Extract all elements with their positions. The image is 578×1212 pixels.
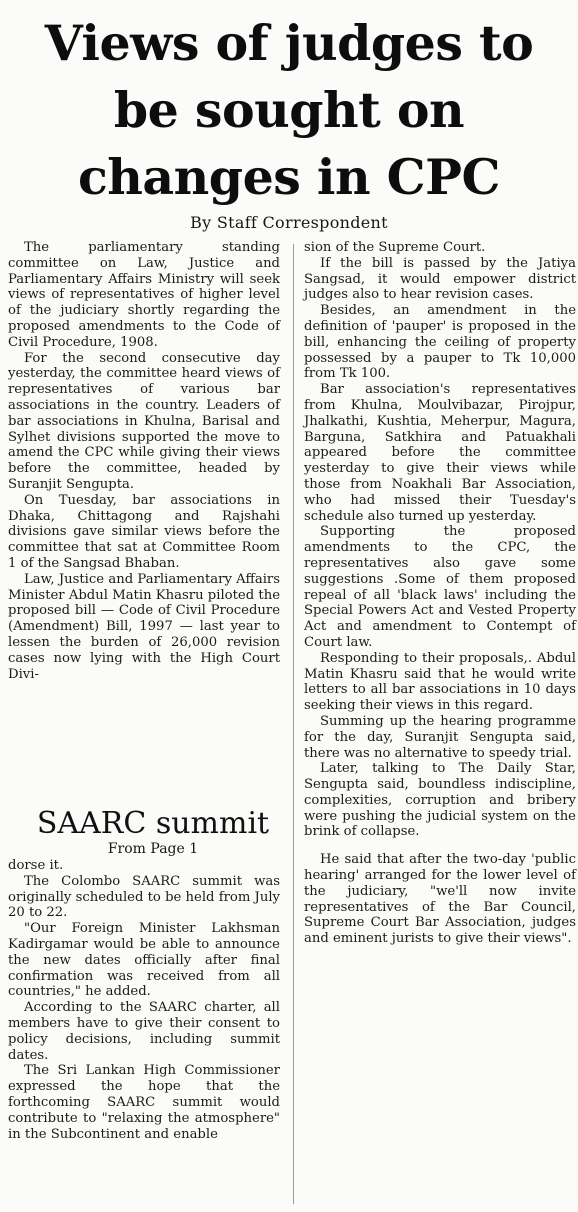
saarc-headline: SAARC summit bbox=[36, 806, 270, 841]
paragraph: Besides, an amendment in the definition of 'pauper' is proposed in the bill, enhancing the ceiling of property possessed by a pauper to Tk 10,000 from Tk 100. bbox=[304, 303, 576, 382]
paragraph: He said that after the two-day 'public hearing' arranged for the lower level of the judiciary, "we'll now invite representatives of the Bar Council, Supreme Court Bar Association, judges and eminent jurists to give their views". bbox=[304, 852, 576, 947]
saarc-column bbox=[8, 858, 280, 1142]
paragraph: "Our Foreign Minister Lakhsman Kadirgamar would be able to announce the new dates officially after final confirmation was received from all countries," he added. bbox=[8, 921, 280, 1000]
from-page-label: From Page 1 bbox=[107, 841, 199, 857]
left-column bbox=[8, 240, 280, 682]
paragraph: dorse it. bbox=[8, 858, 64, 873]
paragraph: The parliamentary standing committee on Law, Justice and Parliamentary Affairs Ministry will seek views of representatives of higher level of the judiciary shortly regarding the proposed amendments to the Code of Civil Procedure, 1908. bbox=[8, 240, 280, 350]
paragraph: For the second consecutive day yesterday, the committee heard views of representatives of various bar associations in the country. Leaders of bar associations in Khulna, Barisal and Sylhet divisions supported the move to amend the CPC while giving their views before the committee, headed by Suranjit Sengupta. bbox=[8, 350, 280, 492]
paragraph: Bar association's representatives from Khulna, Moulvibazar, Pirojpur, Jhalkathi, Kushtia, Meherpur, Magura, Barguna, Satkhira and Patuakhali appeared before the committee yesterday to give their views while those from Noakhali Bar Association, who had missed their Tuesday's schedule also turned up yesterday. bbox=[304, 382, 576, 524]
headline-line-1: Views of judges to bbox=[44, 14, 534, 72]
paragraph: sion of the Supreme Court. bbox=[304, 240, 486, 255]
headline-line-2: be sought on bbox=[113, 81, 465, 139]
column-divider bbox=[293, 244, 294, 1204]
paragraph: Summing up the hearing programme for the day, Suranjit Sengupta said, there was no alternative to speedy trial. bbox=[304, 713, 576, 761]
headline bbox=[0, 10, 578, 211]
headline-line-3: changes in CPC bbox=[77, 148, 501, 206]
paragraph: According to the SAARC charter, all members have to give their consent to policy decisions, including summit dates. bbox=[8, 1000, 280, 1063]
paragraph: Later, talking to The Daily Star, Sengupta said, boundless indiscipline, complexities, corruption and bribery were pushing the judicial system on the brink of collapse. bbox=[304, 761, 576, 840]
paragraph: The Colombo SAARC summit was originally scheduled to be held from July 20 to 22. bbox=[8, 873, 280, 921]
paragraph: On Tuesday, bar associations in Dhaka, Chittagong and Rajshahi divisions gave similar views before the committee that sat at Committee Room 1 of the Sangsad Bhaban. bbox=[8, 492, 280, 571]
paragraph: If the bill is passed by the Jatiya Sangsad, it would empower district judges also to hear revision cases. bbox=[304, 255, 576, 303]
paragraph: Responding to their proposals,. Abdul Matin Khasru said that he would write letters to all bar associations in 10 days seeking their views in this regard. bbox=[304, 650, 576, 714]
right-column bbox=[304, 240, 576, 947]
paragraph: Law, Justice and Parliamentary Affairs Minister Abdul Matin Khasru piloted the proposed bill — Code of Civil Procedure (Amendment) Bill, 1997 — last year to lessen the burden of 26,000 revision cases now lying with the High Court Divi- bbox=[8, 571, 280, 682]
byline: By Staff Correspondent bbox=[190, 213, 388, 232]
paragraph: The Sri Lankan High Commissioner expressed the hope that the forthcoming SAARC summit would contribute to "relaxing the atmosphere" in the Subcontinent and enable bbox=[8, 1063, 280, 1142]
paragraph: Supporting the proposed amendments to the CPC, the representatives also gave some suggestions .Some of them proposed repeal of all 'black laws' including the Special Powers Act and Vested Property Act and amendment to Contempt of Court law. bbox=[304, 524, 576, 650]
